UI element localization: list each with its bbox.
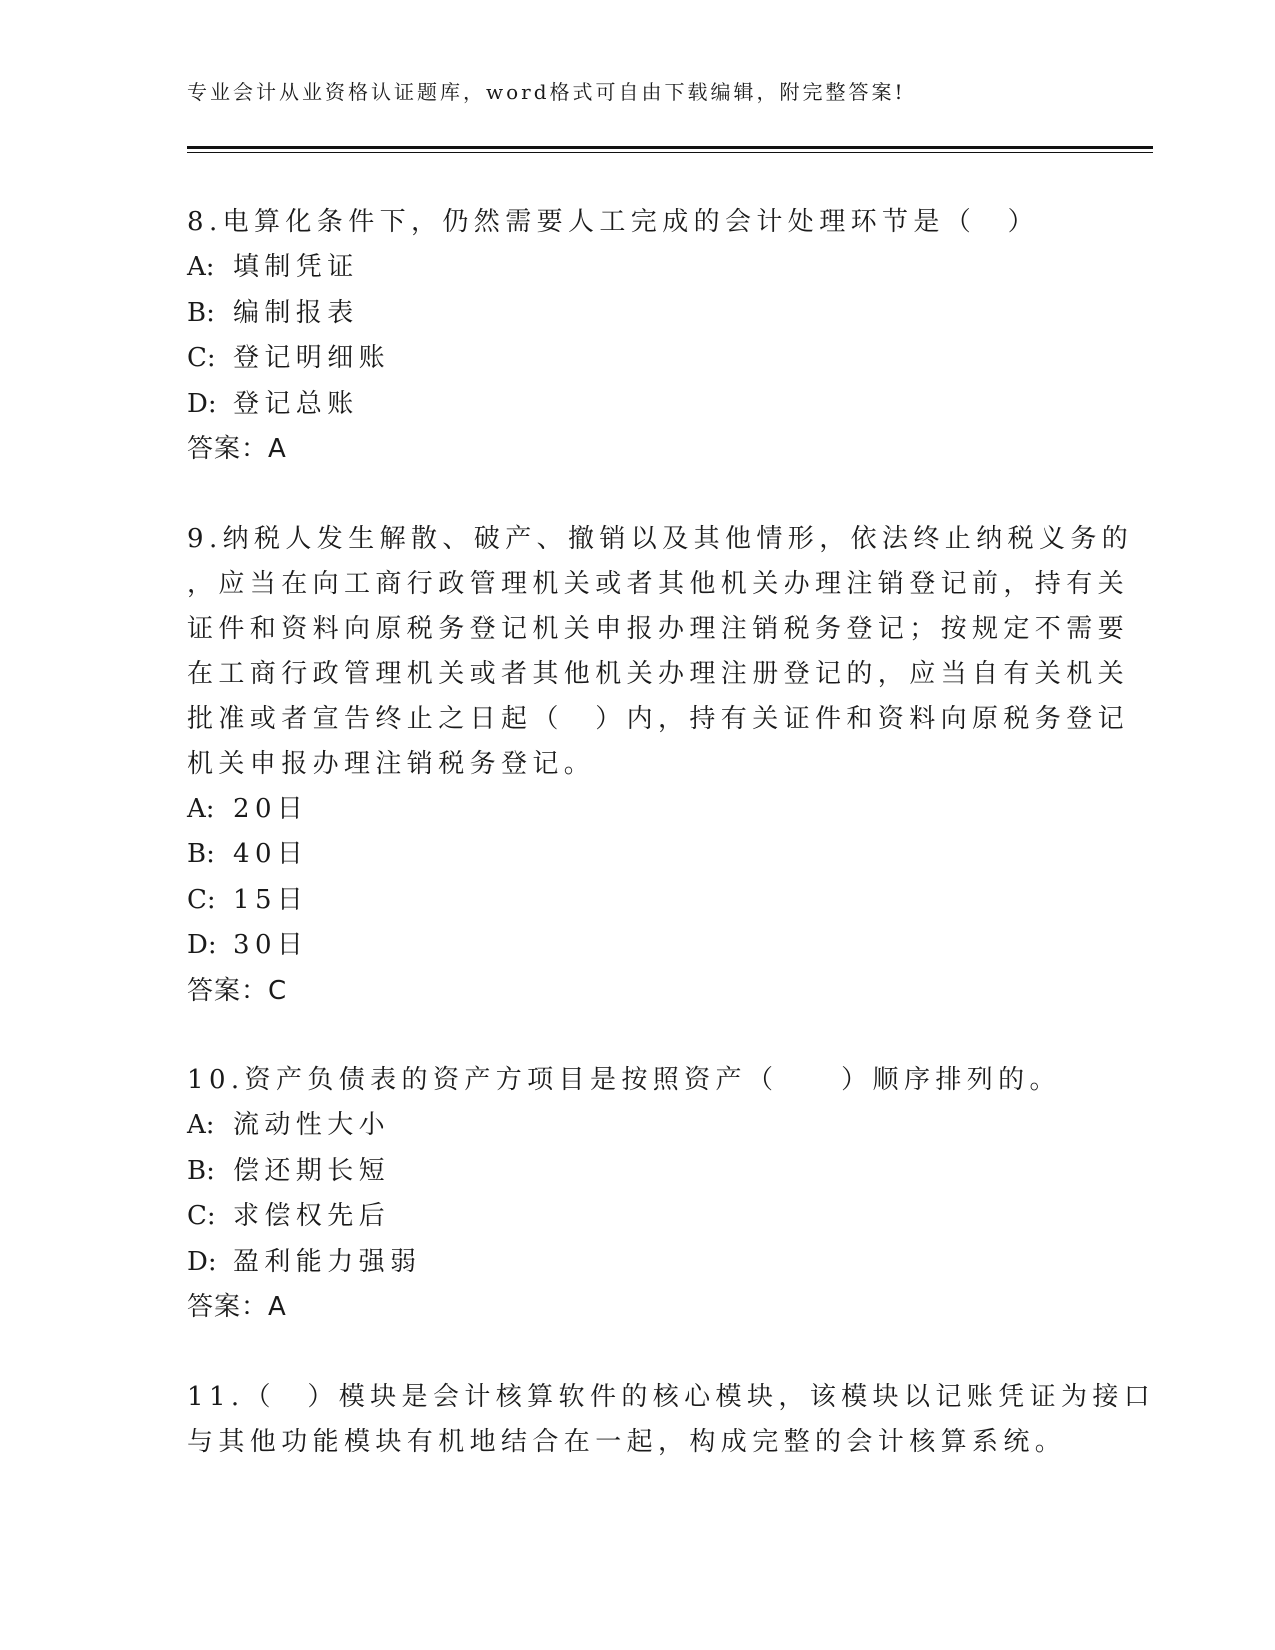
- header-rule-thin: [187, 152, 1153, 153]
- question-stem-line: 在工商行政管理机关或者其他机关办理注册登记的，应当自有关机关: [187, 658, 1130, 689]
- option-key: C:: [187, 1201, 216, 1231]
- question-stem-line: 与其他功能模块有机地结合在一起，构成完整的会计核算系统。: [187, 1426, 1067, 1457]
- question-10: [187, 1058, 1087, 1331]
- question-stem-line: 批准或者宣告终止之日起（ ）内，持有关证件和资料向原税务登记: [187, 703, 1130, 734]
- question-9: [187, 517, 1134, 1015]
- question-stem: 10.资产负债表的资产方项目是按照资产（ ）顺序排列的。: [187, 1065, 1061, 1095]
- option-c: [187, 878, 1087, 924]
- option-key: C:: [187, 884, 216, 915]
- question-stem-line: ，应当在向工商行政管理机关或者其他机关办理注销登记前，持有关: [187, 568, 1130, 599]
- option-text: 登记总账: [233, 388, 359, 419]
- option-d: [187, 1240, 1087, 1286]
- option-key: A:: [187, 1110, 215, 1140]
- option-text: 盈利能力强弱: [233, 1246, 422, 1277]
- answer-line: 答案：C: [187, 975, 288, 1006]
- page-header: 专业会计从业资格认证题库，word格式可自由下载编辑，附完整答案!: [187, 80, 906, 104]
- option-key: B:: [187, 839, 215, 869]
- option-c: [187, 336, 1087, 382]
- option-text: 流动性大小: [233, 1110, 391, 1140]
- option-text: 15日: [233, 884, 309, 915]
- option-a: [187, 245, 1087, 291]
- option-key: B:: [187, 1155, 215, 1186]
- question-stem-line: 11.（ ）模块是会计核算软件的核心模块，该模块以记账凭证为接口: [187, 1381, 1156, 1412]
- option-text: 求偿权先后: [233, 1201, 391, 1231]
- question-stem-line: 9.纳税人发生解散、破产、撤销以及其他情形，依法终止纳税义务的: [187, 523, 1134, 554]
- question-8: [187, 200, 1087, 473]
- option-key: D:: [187, 1246, 217, 1277]
- option-key: D:: [187, 388, 217, 419]
- option-b: [187, 291, 1087, 337]
- answer-line: 答案：A: [187, 434, 287, 464]
- option-c: [187, 1194, 1087, 1240]
- option-key: B:: [187, 297, 215, 328]
- option-d: [187, 382, 1087, 428]
- option-text: 登记明细账: [233, 343, 391, 373]
- option-text: 30日: [233, 930, 309, 960]
- option-key: A:: [187, 793, 215, 824]
- answer-line: 答案：A: [187, 1292, 287, 1322]
- option-text: 编制报表: [233, 297, 359, 328]
- option-key: C:: [187, 343, 216, 373]
- option-b: [187, 832, 1087, 878]
- option-a: [187, 787, 1087, 833]
- question-stem-line: 机关申报办理注销税务登记。: [187, 748, 596, 779]
- option-text: 偿还期长短: [233, 1155, 391, 1186]
- header-rule-thick: [187, 146, 1153, 149]
- option-text: 20日: [233, 793, 309, 824]
- question-list: [187, 200, 1156, 1509]
- option-key: D:: [187, 930, 217, 960]
- question-stem-line: 证件和资料向原税务登记机关申报办理注销税务登记；按规定不需要: [187, 613, 1130, 644]
- option-a: [187, 1103, 1087, 1149]
- option-d: [187, 923, 1087, 969]
- question-11: [187, 1375, 1156, 1465]
- option-key: A:: [187, 252, 215, 282]
- option-b: [187, 1149, 1087, 1195]
- option-text: 填制凭证: [233, 252, 359, 282]
- question-stem: 8.电算化条件下，仍然需要人工完成的会计处理环节是（ ）: [187, 207, 1040, 237]
- option-text: 40日: [233, 839, 309, 869]
